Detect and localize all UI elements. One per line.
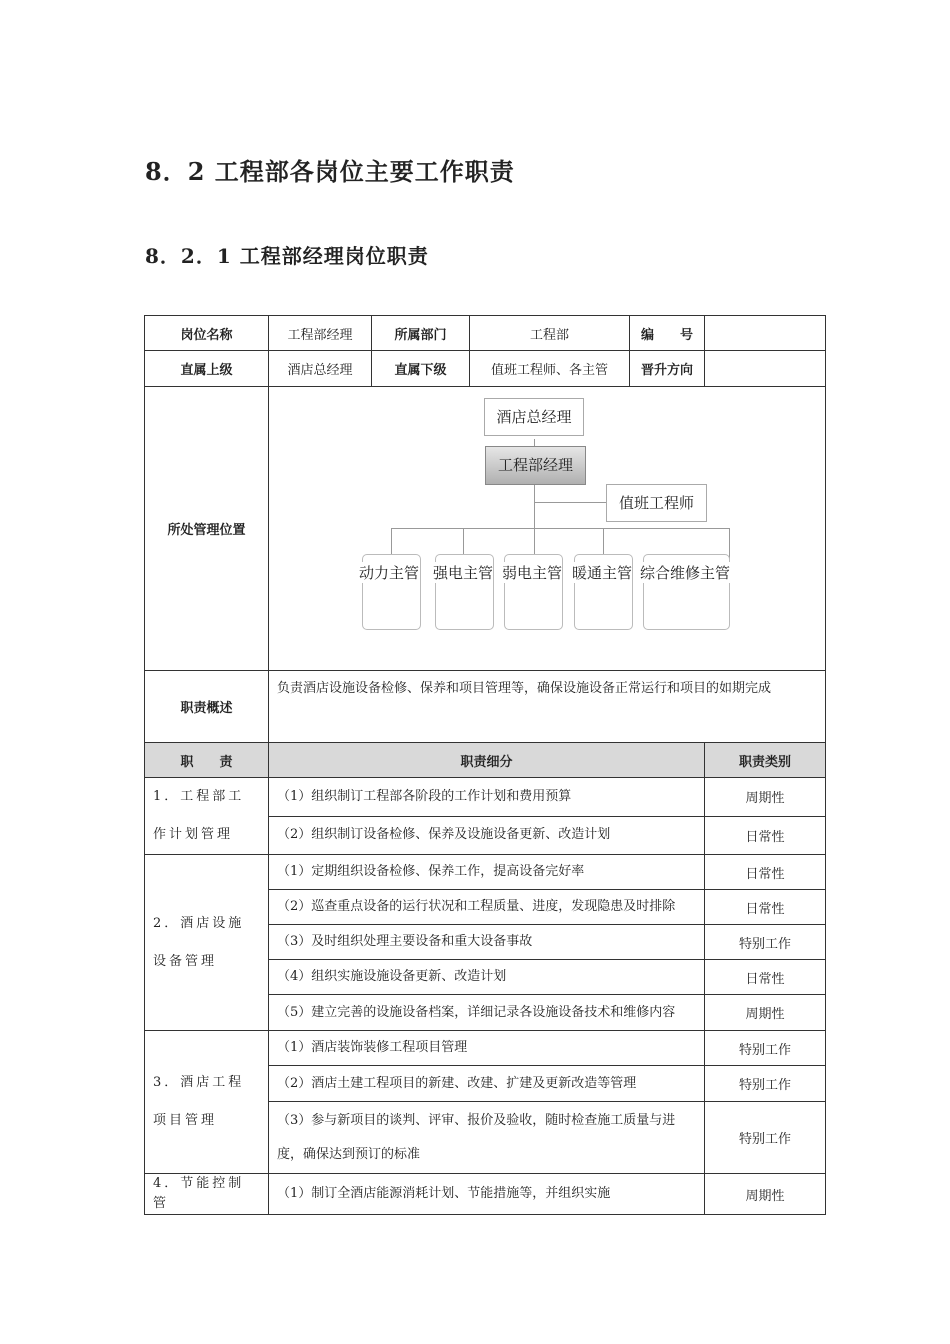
duty-type: 特别工作 [705, 1102, 826, 1174]
org-label-electric: 强电主管 [433, 564, 494, 582]
duty-type: 周期性 [705, 1174, 826, 1215]
summary-label: 职责概述 [145, 671, 269, 743]
duty-type: 日常性 [705, 890, 826, 925]
number-label: 编 号 [630, 316, 705, 351]
duty-detail: （3）参与新项目的谈判、评审、报价及验收，随时检查施工质量与进度，确保达到预订的标准 [269, 1102, 705, 1174]
org-label-weak-current: 弱电主管 [502, 564, 563, 582]
superior-value: 酒店总经理 [269, 351, 372, 387]
duty-type: 周期性 [705, 778, 826, 817]
org-label-hvac: 暖通主管 [572, 564, 633, 582]
duty-type: 日常性 [705, 816, 826, 855]
duty-detail: （2）酒店土建工程项目的新建、改建、扩建及更新改造等管理 [269, 1066, 705, 1102]
duty-detail: （1）组织制订工程部各阶段的工作计划和费用预算 [269, 778, 705, 817]
summary-text: 负责酒店设施设备检修、保养和项目管理等，确保设施设备正常运行和项目的如期完成 [269, 671, 826, 743]
subsection-heading: 8．2．1 工程部经理岗位职责 [145, 244, 429, 268]
superior-label: 直属上级 [145, 351, 269, 387]
duty-type: 特别工作 [705, 925, 826, 960]
dept-value: 工程部 [470, 316, 630, 351]
duty-detail: （1）定期组织设备检修、保养工作，提高设备完好率 [269, 855, 705, 890]
org-chart-cell [269, 387, 826, 671]
position-label: 所处管理位置 [145, 387, 269, 671]
duty-detail: （2）巡查重点设备的运行状况和工程质量、进度，发现隐患及时排除 [269, 890, 705, 925]
org-box-self: 工程部经理 [485, 446, 586, 485]
promotion-label: 晋升方向 [630, 351, 705, 387]
post-name-label: 岗位名称 [145, 316, 269, 351]
number-value [705, 316, 826, 351]
duty-detail: （2）组织制订设备检修、保养及设施设备更新、改造计划 [269, 816, 705, 855]
org-box-duty-engineer: 值班工程师 [606, 484, 707, 522]
duty-category: 1．工程部工作计划管理 [145, 778, 269, 855]
duty-category: 3．酒店工程项目管理 [145, 1031, 269, 1174]
promotion-value [705, 351, 826, 387]
duty-detail: （4）组织实施设施设备更新、改造计划 [269, 960, 705, 995]
connector-line [534, 502, 606, 503]
duty-type: 特别工作 [705, 1031, 826, 1066]
duty-detail: （1）制订全酒店能源消耗计划、节能措施等，并组织实施 [269, 1174, 705, 1215]
duty-type: 日常性 [705, 855, 826, 890]
duty-type: 特别工作 [705, 1066, 826, 1102]
org-label-power: 动力主管 [359, 564, 420, 582]
duty-type: 周期性 [705, 995, 826, 1031]
duty-detail: （5）建立完善的设施设备档案，详细记录各设施设备技术和维修内容 [269, 995, 705, 1031]
subordinate-value: 值班工程师、各主管 [470, 351, 630, 387]
duty-category: 4．节能控制管 [145, 1174, 269, 1215]
post-name-value: 工程部经理 [269, 316, 372, 351]
duty-detail: （3）及时组织处理主要设备和重大设备事故 [269, 925, 705, 960]
type-header: 职责类别 [705, 743, 826, 778]
duty-header: 职 责 [145, 743, 269, 778]
detail-header: 职责细分 [269, 743, 705, 778]
org-box-gm: 酒店总经理 [484, 398, 584, 436]
job-description-table [144, 315, 826, 1215]
org-chart [269, 387, 824, 670]
subordinate-label: 直属下级 [372, 351, 470, 387]
connector-line [391, 528, 729, 529]
duty-category: 2．酒店设施设备管理 [145, 855, 269, 1031]
duty-type: 日常性 [705, 960, 826, 995]
dept-label: 所属部门 [372, 316, 470, 351]
org-label-maintenance: 综合维修主管 [640, 564, 731, 582]
section-heading: 8．2 工程部各岗位主要工作职责 [145, 157, 515, 186]
duty-detail: （1）酒店装饰装修工程项目管理 [269, 1031, 705, 1066]
